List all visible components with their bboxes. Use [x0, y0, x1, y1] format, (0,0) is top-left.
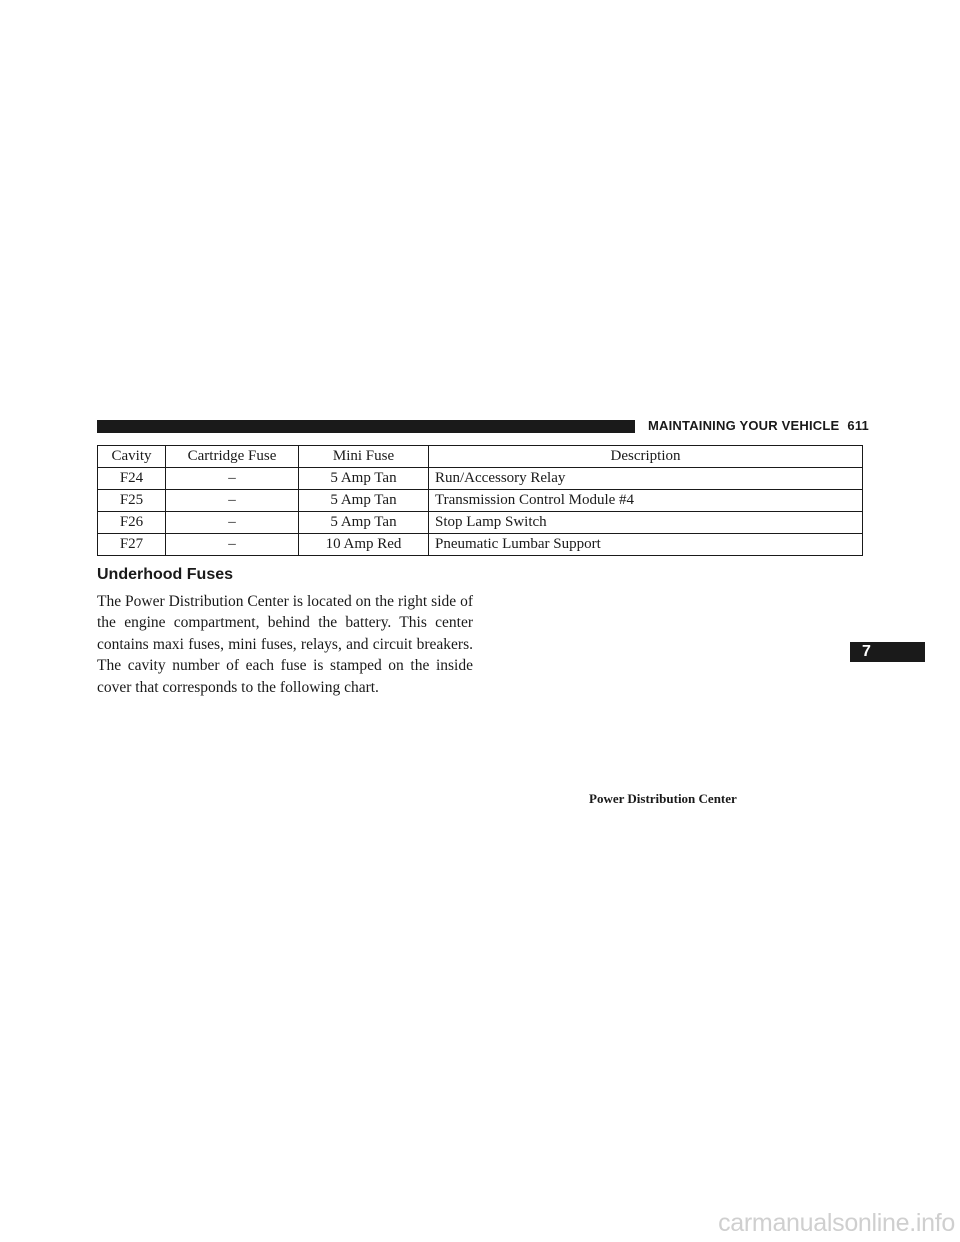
cell-cartridge-fuse: – [166, 490, 299, 512]
cell-cavity: F26 [98, 512, 166, 534]
watermark-logo: carmanualsonline.info [718, 1209, 955, 1237]
cell-cavity: F25 [98, 490, 166, 512]
column-header-description: Description [429, 446, 863, 468]
column-header-mini-fuse: Mini Fuse [299, 446, 429, 468]
table-row [98, 490, 863, 512]
cell-description: Transmission Control Module #4 [429, 490, 863, 512]
fuse-table [97, 445, 863, 556]
header-rule [97, 420, 635, 433]
cell-description: Run/Accessory Relay [429, 468, 863, 490]
cell-description: Stop Lamp Switch [429, 512, 863, 534]
cell-cavity: F24 [98, 468, 166, 490]
section-heading: Underhood Fuses [97, 566, 234, 583]
cell-description: Pneumatic Lumbar Support [429, 534, 863, 556]
page-number: 611 [847, 418, 869, 433]
cell-cartridge-fuse: – [166, 512, 299, 534]
figure-caption: Power Distribution Center [589, 791, 737, 806]
body-paragraph: The Power Distribution Center is located on the right side of the engine compartment, behind the battery. This center contains maxi fuses, mini fuses, relays, and circuit breakers. The cavity number of each fuse is stamped on the inside cover that corresponds to the following chart. [97, 593, 473, 696]
cell-mini-fuse: 10 Amp Red [299, 534, 429, 556]
table-row [98, 468, 863, 490]
table-header-row [98, 446, 863, 468]
cell-mini-fuse: 5 Amp Tan [299, 512, 429, 534]
cell-cartridge-fuse: – [166, 534, 299, 556]
chapter-tab: 7 [850, 642, 925, 662]
table-row [98, 512, 863, 534]
cell-mini-fuse: 5 Amp Tan [299, 468, 429, 490]
column-header-cavity: Cavity [98, 446, 166, 468]
cell-cartridge-fuse: – [166, 468, 299, 490]
running-header [648, 418, 869, 433]
section-title: MAINTAINING YOUR VEHICLE [648, 418, 840, 433]
column-header-cartridge-fuse: Cartridge Fuse [166, 446, 299, 468]
table-row [98, 534, 863, 556]
cell-mini-fuse: 5 Amp Tan [299, 490, 429, 512]
cell-cavity: F27 [98, 534, 166, 556]
